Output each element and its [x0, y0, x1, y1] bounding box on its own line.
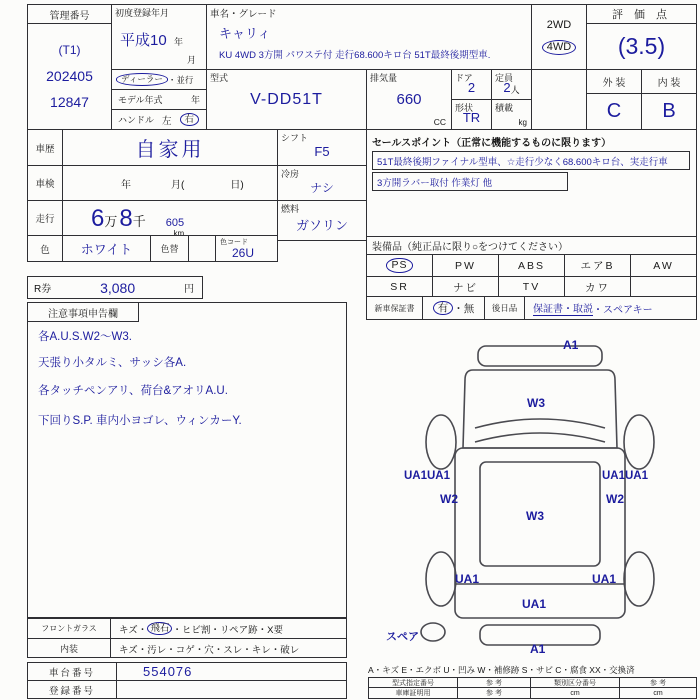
- later-items-underlined: 保証書・取説: [533, 300, 593, 316]
- displacement-unit: CC: [433, 117, 446, 127]
- capacity-suffix: 人: [510, 84, 520, 95]
- damage-code-legend: A・キズ E・エクボ U・凹み W・補修跡 S・サビ C・腐食 XX・交換済: [368, 665, 635, 675]
- history-label-cell: [28, 130, 63, 165]
- fuel-value: ガソリン: [295, 218, 348, 233]
- chassis-number-label: 車台番号: [48, 667, 95, 679]
- drive-type-cell: [531, 4, 587, 70]
- mileage-digit-man: 6: [91, 205, 105, 232]
- shift-value: F5: [314, 144, 330, 159]
- mgmt-line3: 12847: [50, 94, 89, 111]
- inspection-label: 車検: [35, 179, 55, 190]
- drive-2wd-option: 2WD: [546, 19, 572, 32]
- later-items-label-cell: [485, 297, 525, 319]
- vehicle-diagram: [395, 332, 685, 666]
- notes-line-2: 天張り小タルミ、サッシ各A.: [38, 357, 187, 369]
- registration-number-value-cell: [117, 681, 346, 698]
- equipment-sr: SR: [390, 281, 409, 293]
- first-registration-cell: [111, 4, 207, 70]
- chassis-number-row: [27, 662, 347, 681]
- equipment-cell-navi: [433, 277, 499, 297]
- color-label: 色: [40, 244, 50, 256]
- exterior-header: [586, 69, 642, 94]
- ref-ref1-cell: [458, 678, 531, 687]
- reference-table: [368, 677, 697, 699]
- model-year-suffix: 年: [190, 95, 200, 105]
- notes-header-cell: [27, 302, 139, 322]
- warranty-label-cell: [367, 297, 423, 319]
- history-row: [27, 129, 278, 166]
- model-code-cell: [206, 69, 367, 130]
- color-label-cell: [28, 236, 63, 261]
- equipment-navi: ナビ: [453, 281, 478, 294]
- equipment-abs: ABS: [517, 259, 545, 272]
- front-glass-pre: キズ・: [119, 624, 148, 636]
- damage-label-left-panel: W2: [440, 492, 458, 506]
- exterior-label: 外 装: [602, 78, 626, 89]
- notes-line-3: 各タッチペンアリ、荷台&アオリA.U.: [38, 385, 228, 397]
- displacement-label: 排気量: [370, 73, 398, 83]
- first-registration-value: 平成10: [120, 32, 167, 49]
- mgmt-number-cell: [27, 23, 112, 130]
- equipment-grid: [366, 254, 697, 297]
- mgmt-number-header: [27, 4, 112, 24]
- damage-label-rear: A1: [530, 642, 546, 656]
- color-code-cell: [216, 236, 277, 261]
- equipment-cell-tv: [499, 277, 565, 297]
- notes-header: 注意事項申告欄: [48, 308, 118, 320]
- equipment-aw: AW: [653, 259, 674, 272]
- score-label: 評 価 点: [611, 9, 672, 21]
- warranty-row: [366, 296, 697, 320]
- ref-ref3-cell: [458, 688, 531, 698]
- ref-class-division-cell: [531, 678, 620, 687]
- color-change-cell: [151, 236, 189, 261]
- interior-condition-row: [28, 639, 346, 658]
- dealer-circled: ディーラー: [116, 73, 168, 85]
- front-glass-value-cell: [111, 619, 346, 638]
- ref-ref2-cell: [620, 678, 696, 687]
- interior-label: 内 装: [657, 78, 681, 89]
- front-glass-post: ・ヒビ割・リペア跡・X要: [172, 624, 283, 636]
- equipment-cell-airbag: [565, 255, 631, 276]
- model-year-cell: [111, 89, 207, 110]
- damage-label-rear-right: UA1: [592, 572, 617, 586]
- inspection-value-cell: [63, 166, 277, 200]
- damage-label-left-side: UA1UA1: [404, 470, 451, 482]
- ref-garage-cert-cell: [369, 688, 458, 698]
- ref-class-division-label: 類別区分番号: [554, 679, 596, 687]
- glass-interior-box: [27, 618, 347, 658]
- score-header: [586, 4, 697, 24]
- mgmt-number-label: 管理番号: [49, 10, 90, 22]
- later-items-label: 後日品: [491, 303, 518, 313]
- sales-point-line1: 51T最終後期ファイナル型車、☆走行少なく68.600キロ台、実走行車: [377, 156, 668, 168]
- load-label: 積載: [495, 103, 514, 113]
- shape-cell: [451, 99, 492, 130]
- recycle-ticket-unit: 円: [184, 284, 194, 295]
- inspection-label-cell: [28, 166, 63, 200]
- capacity-label: 定員: [495, 73, 514, 83]
- handle-left-option: 左: [162, 115, 172, 127]
- color-row: [27, 235, 278, 262]
- handle-cell: [111, 109, 207, 130]
- mileage-unit-sen: 千: [132, 214, 146, 229]
- load-unit: kg: [518, 118, 527, 127]
- truck-top-view-drawing: [395, 332, 685, 666]
- empty-cell: [531, 69, 587, 130]
- registration-number-row: [27, 680, 347, 699]
- registration-number-label-cell: [28, 681, 117, 698]
- sales-point-line2-box: [372, 172, 568, 191]
- cooling-label: 冷房: [281, 169, 300, 179]
- inspection-month-suffix: 月(: [171, 179, 185, 191]
- cooling-value: ナシ: [310, 180, 334, 195]
- equipment-row1: [367, 255, 696, 277]
- fuel-cell: [277, 200, 367, 241]
- history-value-cell: [63, 130, 277, 165]
- inspection-row: [27, 165, 278, 201]
- handle-label: ハンドル: [118, 115, 155, 125]
- equipment-cell-leather: [565, 277, 631, 297]
- model-year-label: モデル年式: [118, 95, 163, 105]
- equipment-airbag: エアB: [580, 260, 615, 272]
- equipment-cell-sr: [367, 277, 433, 297]
- fuel-label: 燃料: [281, 204, 300, 214]
- dealer-parallel-cell: [111, 69, 207, 90]
- door-value: 2: [467, 80, 476, 95]
- history-value: 自家用: [135, 139, 205, 161]
- shape-label: 形状: [455, 103, 474, 113]
- shift-cell: [277, 129, 367, 166]
- windshield-line-top: [475, 419, 605, 428]
- ref-ref2-label: 参 考: [650, 679, 666, 687]
- warranty-separator: ・: [453, 302, 464, 315]
- car-name-label: 車名・グレード: [210, 9, 277, 20]
- warranty-no: 無: [463, 302, 475, 315]
- inspection-day-suffix: 日): [230, 179, 244, 191]
- chassis-number-value: 554076: [143, 664, 193, 679]
- displacement-value: 660: [396, 91, 422, 108]
- front-glass-label: フロントガラス: [41, 624, 97, 633]
- sales-point-line2: 3方開ラバー取付 作業灯 他: [377, 177, 493, 189]
- spare-tire-label: スペア: [386, 631, 419, 643]
- score-value: (3.5): [617, 33, 666, 59]
- car-grade-value: KU 4WD 3方開 パワステ付 走行68.600キロ台 51T最終後期型車.: [219, 50, 491, 61]
- ref-ref3-label: 参 考: [486, 690, 502, 697]
- shape-value: TR: [462, 110, 481, 125]
- recycle-ticket-row: [27, 276, 203, 299]
- equipment-cell-aw: [631, 255, 696, 276]
- interior-grade-cell: [641, 93, 697, 130]
- interior-grade: B: [662, 100, 676, 122]
- car-name-cell: [206, 4, 532, 70]
- chassis-number-label-cell: [28, 663, 117, 680]
- front-glass-circled: 飛石: [147, 622, 172, 635]
- damage-label-right-panel: W2: [606, 492, 624, 506]
- mileage-row: [27, 200, 278, 236]
- history-label: 車歴: [35, 143, 55, 155]
- interior-condition-value-cell: [111, 639, 346, 658]
- inspection-year-suffix: 年: [121, 179, 131, 191]
- notes-section: [27, 302, 347, 618]
- first-registration-year-suffix: 年: [174, 37, 184, 47]
- mileage-odometer: 605: [165, 217, 185, 229]
- first-registration-label: 初度登録年月: [115, 8, 170, 18]
- shift-label: シフト: [281, 133, 309, 143]
- mileage-km-unit: km: [173, 229, 185, 238]
- damage-label-front: A1: [563, 338, 579, 352]
- color-code-value: 26U: [232, 246, 255, 260]
- mileage-label: 走行: [35, 214, 55, 225]
- equipment-cell-blank: [631, 277, 696, 297]
- notes-line-4: 下回りS.P. 車内小ヨゴレ、ウィンカーY.: [38, 415, 242, 427]
- recycle-ticket-value: 3,080: [100, 279, 136, 296]
- damage-label-right-side: UA1UA1: [602, 470, 649, 482]
- damage-label-rear-left: UA1: [455, 572, 480, 586]
- door-label: ドア: [455, 73, 473, 83]
- color-value: ホワイト: [80, 242, 133, 257]
- damage-label-bed-center: W3: [526, 509, 544, 523]
- later-items-rest: ・スペアキー: [593, 304, 653, 316]
- warranty-yes-circled: 有: [433, 301, 454, 316]
- exterior-grade: C: [606, 100, 622, 122]
- interior-condition-label: 内装: [59, 644, 78, 654]
- color-value-cell: [63, 236, 151, 261]
- equipment-header: 装備品（純正品に限り○をつけてください）: [372, 242, 569, 253]
- car-name-value: キャリィ: [219, 26, 271, 41]
- model-code-label: 型式: [210, 73, 229, 83]
- front-left-wheel: [426, 415, 456, 469]
- mileage-digit-sen: 8: [119, 205, 133, 232]
- capacity-cell: [491, 69, 532, 100]
- ref-cm2-cell: [620, 688, 696, 698]
- equipment-pw: PW: [455, 259, 476, 272]
- notes-line-1: 各A.U.S.W2〜W3.: [38, 331, 132, 343]
- interior-header: [641, 69, 697, 94]
- ref-type-designation-label: 型式指定番号: [392, 679, 434, 687]
- ref-ref1-label: 参 考: [486, 679, 502, 687]
- door-cell: [451, 69, 492, 100]
- reference-row-1: [369, 678, 696, 688]
- score-value-cell: [586, 23, 697, 70]
- ref-cm2-label: cm: [653, 689, 663, 697]
- sales-point-header: セールスポイント（正常に機能するものに限ります）: [372, 138, 612, 149]
- front-glass-label-cell: [28, 619, 111, 638]
- equipment-cell-abs: [499, 255, 565, 276]
- reference-row-2: [369, 688, 696, 698]
- color-change-label: 色替: [160, 244, 179, 254]
- equipment-ps-circled: PS: [386, 258, 412, 273]
- interior-condition-label-cell: [28, 639, 111, 658]
- dealer-rest: ・並行: [167, 74, 194, 85]
- front-bumper-shape: [478, 346, 602, 366]
- load-cell: [491, 99, 532, 130]
- mileage-value-cell: [63, 201, 277, 238]
- cooling-cell: [277, 165, 367, 201]
- equipment-cell-pw: [433, 255, 499, 276]
- ref-garage-cert-label: 車庫証明用: [395, 690, 431, 697]
- equipment-tv: TV: [522, 281, 541, 293]
- rear-right-wheel: [624, 552, 654, 606]
- windshield-line-bottom: [475, 433, 605, 442]
- equipment-row2: [367, 277, 696, 297]
- displacement-cell: [366, 69, 452, 130]
- exterior-grade-cell: [586, 93, 642, 130]
- ref-cm1-label: cm: [570, 689, 580, 697]
- spare-tire-shape: [421, 623, 445, 641]
- mgmt-line2: 202405: [46, 67, 93, 84]
- damage-label-rear-center: UA1: [522, 597, 547, 611]
- recycle-ticket-label: R券: [34, 284, 52, 295]
- mileage-label-cell: [28, 201, 63, 235]
- warranty-label: 新車保証書: [374, 303, 415, 313]
- rear-left-wheel: [426, 552, 456, 606]
- warranty-value-cell: [423, 297, 485, 319]
- mgmt-line1: (T1): [58, 42, 81, 57]
- front-glass-row: [28, 619, 346, 639]
- interior-condition-value: キズ・汚レ・コゲ・穴・スレ・キレ・破レ: [119, 644, 300, 656]
- ref-type-designation-cell: [369, 678, 458, 687]
- ref-cm1-cell: [531, 688, 620, 698]
- handle-right-option-circled: 右: [180, 113, 200, 126]
- equipment-cell-ps: [367, 255, 433, 276]
- registration-number-label: 登録番号: [48, 685, 95, 697]
- damage-label-hood: W3: [527, 396, 545, 410]
- equipment-header-cell: [366, 236, 697, 255]
- color-code-label: 色コード: [220, 239, 248, 246]
- front-right-wheel: [624, 415, 654, 469]
- mileage-unit-man: 万: [104, 214, 118, 229]
- capacity-value: 2: [503, 80, 511, 95]
- later-items-value-cell: [525, 297, 696, 319]
- chassis-number-value-cell: [117, 663, 346, 680]
- model-code-value: V-DD51T: [250, 90, 323, 108]
- equipment-leather: カワ: [585, 281, 610, 294]
- color-blank-cell: [189, 236, 216, 261]
- drive-4wd-option-circled: 4WD: [542, 40, 576, 55]
- first-registration-month-suffix: 月: [186, 55, 196, 65]
- sales-point-line1-box: [372, 151, 690, 170]
